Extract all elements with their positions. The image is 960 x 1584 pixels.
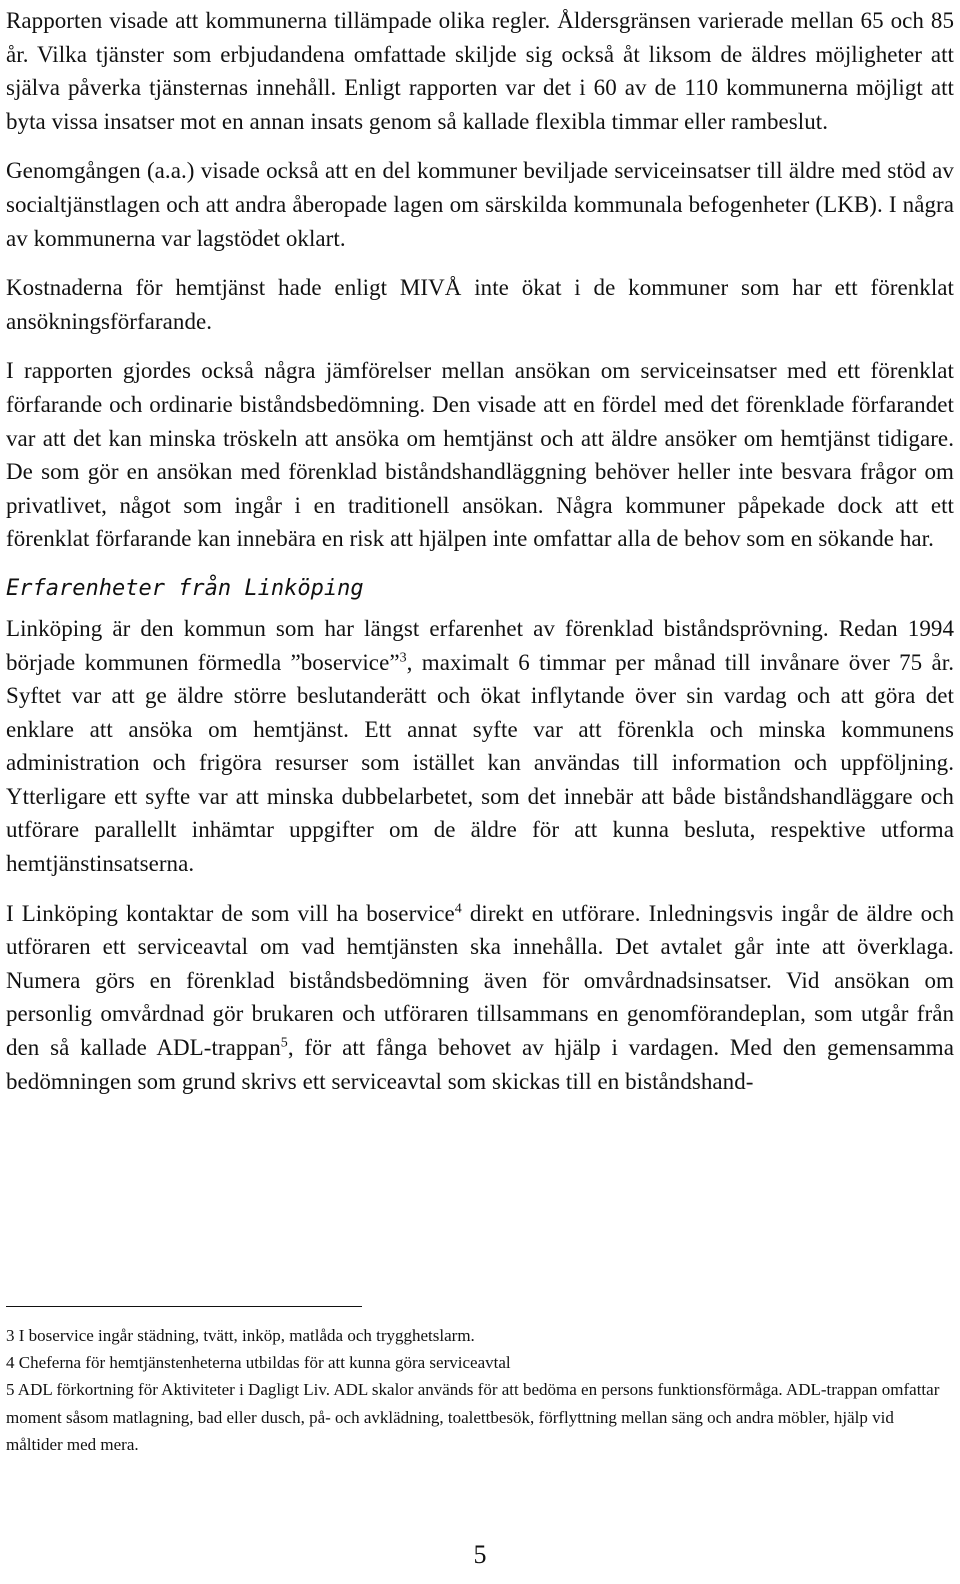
footnote-3 [6, 1322, 954, 1349]
section-heading: Erfarenheter från Linköping [6, 575, 364, 601]
paragraph-4: I rapporten gjordes också några jämförelser mellan ansökan om serviceinsatser med ett förenklat förfarande och ordinarie biståndsbedömning. Den visade att en fördel med det förenklade förfarandet var att det kan minska tröskeln att ansöka om hemtjänst och att äldre ansöker om hemtjänst tidigare. De som gör en ansökan med förenklad biståndshandläggning behöver heller inte besvara frågor om privatlivet, något som ingår i en traditionell ansökan. Några kommuner påpekade dock att ett förenklat förfarande kan innebära en risk att hjälpen inte omfattar alla de behov som en sökande har. [6, 358, 954, 552]
page-number: 5 [473, 1540, 487, 1569]
footnote-text: I boservice ingår städning, tvätt, inköp, matlåda och trygghetslarm. [14, 1326, 475, 1345]
footnote-text: ADL förkortning för Aktiviteter i Dagligt Liv. ADL skalor används för att bedöma en persons funktionsförmåga. ADL-trappan omfattar moment såsom matlagning, bad eller dusch, på- och avklädning, toalettbesök, förflyttning mellan säng och andra möbler, hjälp vid måltider med mera. [6, 1380, 940, 1454]
paragraph-2: Genomgången (a.a.) visade också att en del kommuner beviljade serviceinsatser till äldre med stöd av socialtjänstlagen och att andra åberopade lagen om särskilda kommunala befogenheter (LKB). I några av kommunerna var lagstödet oklart. [6, 158, 954, 251]
paragraph-5-text-a: Linköping är den kommun som har längst erfarenhet av förenklad biståndsprövning. Redan 1994 började kommunen förmedla ”boservice” [6, 615, 954, 675]
paragraph-6 [6, 897, 954, 1099]
paragraph-5-text-b: , maximalt 6 timmar per månad till invånare över 75 år. Syftet var att ge äldre större beslutanderätt och ökat inflytande över sin vardag och att göra det enklare att ansöka om hemtjänst. Ett annat syfte var att förenkla och minska kommunens administration och frigöra resurser som istället kan användas till information och uppföljning. Ytterligare ett syfte var att minska dubbelarbetet, som det innebär att både biståndshandläggare och utförare parallellt inhämtar uppgifter om de äldre för att kunna besluta, respektive utforma hemtjänstinsatserna. [6, 649, 954, 877]
paragraph-1: Rapporten visade att kommunerna tillämpade olika regler. Åldersgränsen varierade mellan 65 och 85 år. Vilka tjänster som erbjudandena omfattade skiljde sig också åt liksom de äldres möjligheter att själva påverka tjänsternas innehåll. Enligt rapporten var det i 60 av de 110 kommunerna möjligt att byta vissa insatser mot en annan insats genom så kallade flexibla timmar eller rambeslut. [6, 8, 954, 134]
paragraph-6-text-c: , för att fånga behovet av hjälp i vardagen. Med den gemensamma bedömningen som grund skrivs ett serviceavtal som skickas till en biståndshand- [6, 1035, 954, 1094]
footnote-mark: 4 [6, 1353, 15, 1373]
paragraph-6-text-b: direkt en utförare. Inledningsvis ingår de äldre och utföraren ett serviceavtal om vad hemtjänsten ska innehålla. Det avtalet går inte att överklaga. Numera görs en förenklad biståndsbedömning även för omvårdnadsinsatser. Vid ansökan om personlig omvårdnad gör brukaren och utföraren tillsammans en genomförandeplan, som utgår från den så kallade ADL-trappan [6, 900, 955, 1061]
footnote-mark: 3 [6, 1326, 15, 1345]
footnote-text: Cheferna för hemtjänstenheterna utbildas för att kunna göra serviceavtal [14, 1353, 511, 1373]
footnote-mark: 5 [6, 1380, 15, 1400]
footnote-separator [6, 1306, 362, 1307]
footnote-5 [6, 1376, 954, 1458]
paragraph-3: Kostnaderna för hemtjänst hade enligt MIVÅ inte ökat i de kommuner som har ett förenklat ansökningsförfarande. [6, 275, 954, 334]
paragraph-6-text-a: I Linköping kontaktar de som vill ha boservice [6, 900, 455, 926]
paragraph-5 [6, 612, 954, 881]
footnote-ref-5: 5 [280, 1035, 288, 1051]
footnote-ref-4: 4 [454, 901, 462, 916]
footnote-4 [6, 1349, 954, 1376]
document-page [6, 4, 954, 1114]
footnote-ref-3: 3 [399, 649, 407, 665]
footnotes [6, 1322, 954, 1458]
